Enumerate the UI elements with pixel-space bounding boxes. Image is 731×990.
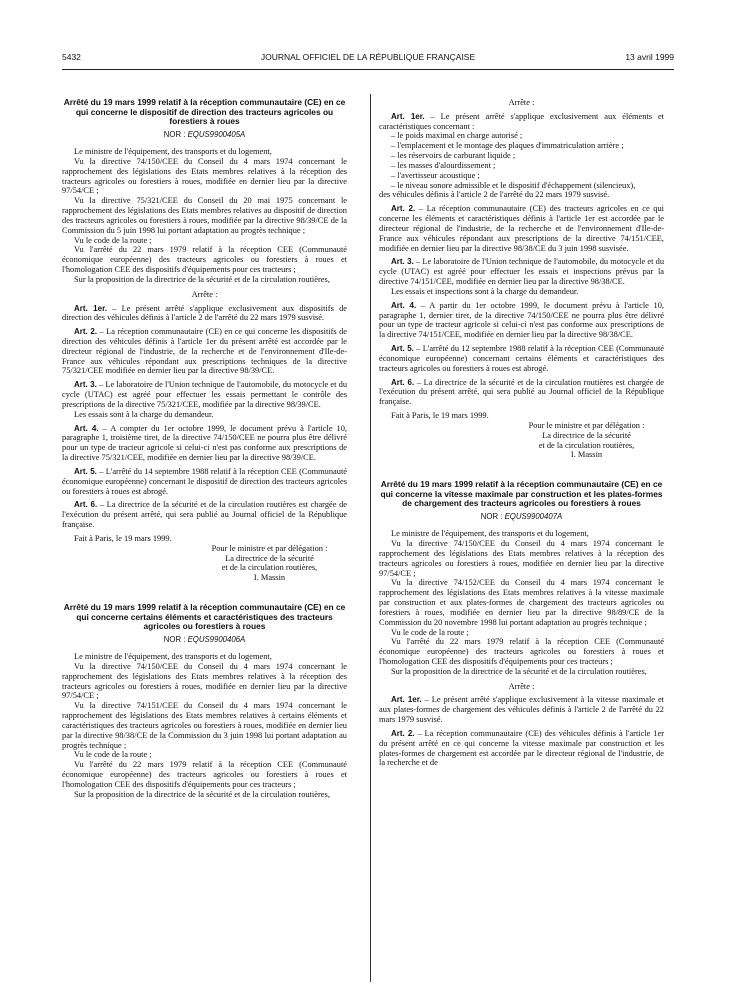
- preamble-line: Vu l'arrêté du 22 mars 1979 relatif à la réception CEE (Communauté économique européenne) des tracteurs agricoles ou forestiers à roues et l'homologation CEE des dispositifs d'équipements pour ces tracteurs ;: [62, 245, 347, 275]
- decree-2-continued: [379, 98, 664, 460]
- article-text: – A partir du 1er octobre 1999, le document prévu à l'article 10, paragraphe 1, dernier tiret, de la directive 74/150/CEE ne pourra plus être délivré pour un type de tracteur agricole si celui-ci n'est pas conforme aux prescriptions de la directive 74/151/CEE, modifiée en dernier lieu par la directive 98/38/CE.: [379, 300, 664, 340]
- article-text: – Le présent arrêté s'applique exclusivement aux éléments et caractéristiques concernant :: [379, 111, 664, 131]
- article-number: Art. 4.: [391, 300, 417, 310]
- done-at: Fait à Paris, le 19 mars 1999.: [391, 411, 489, 421]
- article-text: – La réception communautaire (CE) des véhicules définis à l'article 1er du présent arrêté en ce qui concerne la vitesse maximale par construction et les plates-formes de chargement est accordée par le directeur régional de l'industrie, de la recherche et de: [379, 728, 664, 768]
- preamble-line: Vu l'arrêté du 22 mars 1979 relatif à la réception CEE (Communauté économique européenne) des tracteurs agricoles ou forestiers à roues et l'homologation CEE des dispositifs d'équipements pour ces tracteurs ;: [62, 760, 347, 789]
- done-at: Fait à Paris, le 19 mars 1999.: [74, 533, 172, 543]
- decree-title: Arrêté du 19 mars 1999 relatif à la réception communautaire (CE) en ce qui concerne le dispositif de direction des tracteurs agricoles ou forestiers à roues: [63, 97, 346, 127]
- article: [379, 729, 664, 768]
- article-number: Art. 6.: [74, 500, 98, 510]
- preamble-line: Vu le code de la route ;: [391, 627, 469, 637]
- nor-code: EQUS9900405A: [187, 129, 246, 139]
- list-item: – les masses d'alourdissement ;: [391, 160, 496, 170]
- article-number: Art. 6.: [391, 377, 415, 387]
- article-number: Art. 2.: [391, 728, 415, 738]
- section-spacer: [379, 460, 664, 480]
- article-text: – Le présent arrêté s'applique exclusivement à la vitesse maximale et aux plates-formes de chargement des véhicules définis à l'article 2 de l'arrêté du 22 mars 1979 susvisé.: [379, 695, 664, 725]
- article-continuation: Les essais et inspections sont à la charge du demandeur.: [391, 286, 579, 296]
- left-column: [62, 98, 347, 800]
- arrete-label: Arrête :: [508, 681, 535, 691]
- list-item: – l'avertisseur acoustique ;: [391, 170, 480, 180]
- article-text: – La directrice de la sécurité et de la circulation routières est chargée de l'exécution du présent arrêté, qui sera publié au Journal officiel de la République française.: [62, 500, 347, 530]
- article-continuation: des véhicules définis à l'article 2 de l'arrêté du 22 mars 1979 susvisé.: [379, 190, 610, 200]
- preamble-line: Le ministre de l'équipement, des transports et du logement,: [391, 529, 589, 539]
- article-text: – La réception communautaire (CE) en ce qui concerne les dispositifs de direction des véhicules définis à l'article 1er du présent arrêté est accordée par le directeur régional de l'industrie, de la recherche et de l'environnement d'Ile-de-France aux véhicules répondant aux prescriptions techniques de la directive 75/321/CEE modifiée en dernier lieu par la directive 98/39/CE.: [62, 327, 348, 376]
- article-number: Art. 3.: [391, 257, 414, 267]
- preamble-line: Sur la proposition de la directrice de la sécurité et de la circulation routières,: [74, 789, 330, 799]
- nor-reference: [379, 512, 664, 521]
- article-continuation: Les essais sont à la charge du demandeur.: [74, 409, 214, 419]
- article-text: – L'arrêté du 14 septembre 1988 relatif à la réception CEE (Communauté économique européenne) concernant le dispositif de direction des tracteurs agricoles ou forestiers à roues est abrogé.: [62, 466, 347, 496]
- decree-3: [379, 480, 664, 768]
- article-number: Art. 5.: [391, 344, 414, 354]
- article: [379, 112, 664, 132]
- article: [379, 344, 664, 373]
- preamble-line: Le ministre de l'équipement, des transports et du logement,: [74, 147, 272, 157]
- signatory-name: I. Massin: [253, 573, 286, 583]
- preamble-line: Vu la directive 74/150/CEE du Conseil du 4 mars 1974 concernant le rapprochement des législations des Etats membres relatives à la réception des tracteurs agricoles ou forestiers à roues, modifiée en dernier lieu par la directive 97/54/CE ;: [62, 661, 347, 701]
- article: [379, 695, 664, 724]
- article-text: – La réception communautaire (CE) des tracteurs agricoles en ce qui concerne les éléments et caractéristiques définis à l'article 1er est accordée par le directeur régional de l'industrie, de la recherche et de l'environnement d'Ile-de-France aux véhicules répondant aux prescriptions de la directive 74/151/CEE, modifiée en dernier lieu par la directive 98/38/CE du 3 juin 1998 susvisée.: [379, 204, 665, 253]
- nor-reference: [62, 635, 347, 644]
- article-text: – Le laboratoire de l'Union technique de l'automobile, du motocycle et du cycle (UTAC) est agréé pour effectuer les essais et inspections prévus par la directive 74/151/CEE, modifiée en dernier lieu par la directive 98/38/CE.: [379, 257, 665, 287]
- column-divider: [370, 94, 371, 982]
- preamble-line: Le ministre de l'équipement, des transports et du logement,: [74, 652, 272, 662]
- nor-reference: [62, 130, 347, 139]
- preamble-line: Vu la directive 74/150/CEE du Conseil du 4 mars 1974 concernant le rapprochement des législations des Etats membres relatives à la réception des tracteurs agricoles ou forestiers à roues, modifiée en dernier lieu par la directive 97/54/CE ;: [62, 156, 347, 196]
- article-text: – L'arrêté du 12 septembre 1988 relatif à la réception CEE (Communauté économique européenne) concernant certains éléments et caractéristiques des tracteurs agricoles ou forestiers à roues est abrogé.: [379, 344, 664, 373]
- preamble-line: Vu la directive 74/150/CEE du Conseil du 4 mars 1974 concernant le rapprochement des législations des Etats membres relatives à la réception des tracteurs agricoles ou forestiers à roues, modifiée en dernier lieu par la directive 97/54/CE ;: [379, 539, 664, 578]
- nor-label: NOR :: [163, 635, 188, 644]
- section-spacer: [62, 583, 347, 603]
- article: [62, 424, 347, 463]
- article-text: – Le présent arrêté s'applique exclusivement aux dispositifs de direction des véhicules définis à l'article 2 de l'arrêté du 22 mars 1979 susvisé.: [62, 303, 347, 323]
- preamble-line: Sur la proposition de la directrice de la sécurité et de la circulation routières,: [74, 274, 330, 284]
- article-number: Art. 1er.: [391, 111, 425, 121]
- article: [62, 380, 347, 409]
- article: [379, 204, 664, 253]
- article-text: – La directrice de la sécurité et de la circulation routières est chargée de l'exécution du présent arrêté, qui sera publié au Journal officiel de la République française.: [379, 377, 664, 407]
- preamble-line: Vu l'arrêté du 22 mars 1979 relatif à la réception CEE (Communauté économique européenne) des tracteurs agricoles ou forestiers à roues et l'homologation CEE des dispositifs d'équipements pour ces tracteurs ;: [379, 637, 664, 666]
- signature-line: La directrice de la sécurité: [225, 553, 314, 563]
- decree-2-start: [62, 603, 347, 800]
- arrete-label: Arrête :: [191, 289, 218, 299]
- article: [62, 327, 347, 376]
- list-item: – le niveau sonore admissible et le dispositif d'échappement (silencieux),: [391, 180, 636, 190]
- page-header: [62, 52, 674, 70]
- article-number: Art. 1er.: [74, 303, 107, 313]
- preamble-line: Vu le code de la route ;: [74, 750, 152, 760]
- article-number: Art. 5.: [74, 466, 97, 476]
- decree-title: Arrêté du 19 mars 1999 relatif à la réception communautaire (CE) en ce qui concerne certains éléments et caractéristiques des tracteurs agricoles ou forestiers à roues: [63, 602, 346, 632]
- signatory-name: I. Massin: [570, 450, 603, 460]
- page-number: 5432: [62, 52, 81, 62]
- list-item: – l'emplacement et le montage des plaques d'immatriculation arrière ;: [391, 141, 624, 151]
- article-text: – A compter du 1er octobre 1999, le document prévu à l'article 10, paragraphe 1, troisième tiret, de la directive 74/150/CEE ne pourra plus être délivré pour un type de tracteur agricole si celui-ci n'est pas conforme aux prescriptions de la directive 75/321/CEE, modifiée en dernier lieu par la directive 98/39/CE.: [62, 423, 347, 463]
- nor-code: EQUS9900406A: [187, 635, 246, 644]
- article: [62, 304, 347, 324]
- article: [62, 500, 347, 529]
- nor-label: NOR :: [163, 129, 188, 139]
- article-number: Art. 2.: [74, 327, 98, 337]
- article-number: Art. 1er.: [391, 695, 422, 705]
- issue-date: 13 avril 1999: [625, 52, 674, 62]
- preamble-line: Vu la directive 75/321/CEE du Conseil du 20 mai 1975 concernant le rapprochement des législations des Etats membres relatives au dispositif de direction des tracteurs agricoles ou forestiers à roues, modifiée par la directive 98/39/CE de la Commission du 5 juin 1998 lui portant adaptation au progrès technique ;: [62, 196, 347, 235]
- nor-code: EQUS9900407A: [504, 512, 563, 522]
- preamble-line: Vu la directive 74/152/CEE du Conseil du 4 mars 1974 concernant le rapprochement des législations des Etats membres relatives à la vitesse maximale par construction et aux plates-formes de chargement des tracteurs agricoles ou forestiers à roues, modifiée en dernier lieu par la directive 98/89/CE de la Commission du 20 novembre 1998 lui portant adaptation au progrès technique ;: [379, 578, 664, 627]
- article-number: Art. 3.: [74, 380, 97, 390]
- journal-title: JOURNAL OFFICIEL DE LA RÉPUBLIQUE FRANÇAISE: [260, 52, 476, 62]
- signature-line: Pour le ministre et par délégation :: [211, 543, 328, 553]
- preamble-line: Sur la proposition de la directrice de la sécurité et de la circulation routières,: [391, 666, 647, 676]
- list-item: – les réservoirs de carburant liquide ;: [391, 151, 516, 161]
- signature-line: et de la circulation routières,: [538, 440, 635, 450]
- article-text: – Le laboratoire de l'Union technique de l'automobile, du motocycle et du cycle (UTAC) est agréé pour effectuer les essais permettant le contrôle des prescriptions de la directive 75/321/CEE, modifiée par la directive 98/39/CE.: [62, 380, 348, 409]
- signature-line: La directrice de la sécurité: [542, 430, 631, 440]
- article: [379, 378, 664, 407]
- right-column: [379, 98, 664, 768]
- arrete-label: Arrête :: [508, 98, 535, 107]
- signature-line: Pour le ministre et par délégation :: [528, 420, 645, 430]
- article: [62, 467, 347, 496]
- decree-title: Arrêté du 19 mars 1999 relatif à la réception communautaire (CE) en ce qui concerne la vitesse maximale par construction et les plates-formes de chargement des tracteurs agricoles ou forestiers à roues: [380, 479, 663, 509]
- nor-label: NOR :: [480, 512, 505, 522]
- article-list: [379, 131, 664, 190]
- article-number: Art. 4.: [74, 423, 99, 433]
- signature-line: et de la circulation routières,: [221, 563, 318, 573]
- article: [379, 257, 664, 286]
- preamble-line: Vu la directive 74/151/CEE du Conseil du 4 mars 1974 concernant le rapprochement des législations des Etats membres relatives à certains éléments et caractéristiques des tracteurs agricoles ou forestiers à roues, modifiée en dernier lieu par la directive 98/38/CE de la Commission du 3 juin 1998 lui portant adaptation au progrès technique ;: [62, 701, 347, 750]
- article: [379, 301, 664, 340]
- preamble-line: Vu le code de la route ;: [74, 235, 152, 245]
- decree-1: [62, 98, 347, 583]
- article-number: Art. 2.: [391, 204, 416, 214]
- list-item: – le poids maximal en charge autorisé ;: [391, 131, 523, 141]
